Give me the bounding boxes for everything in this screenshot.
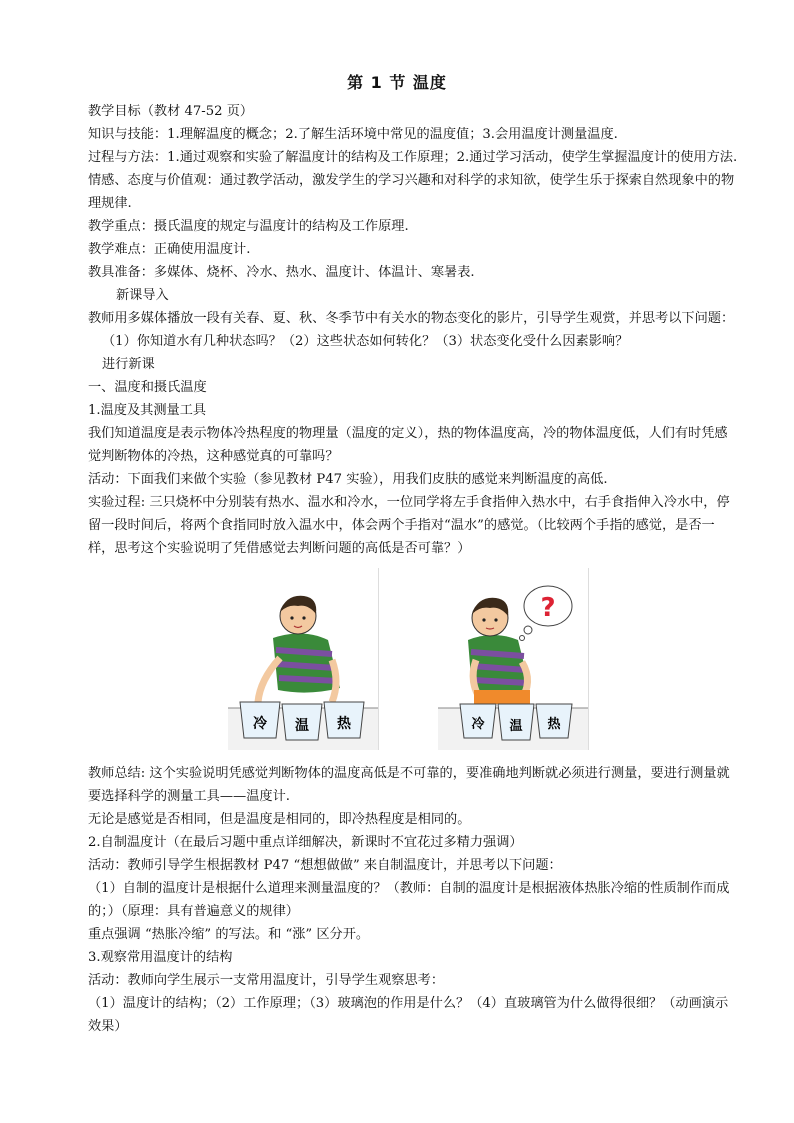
document-body bbox=[88, 100, 738, 1038]
thought-bubble bbox=[520, 586, 573, 641]
paragraph-emotion: 情感、态度与价值观：通过教学活动，激发学生的学习兴趣和对科学的求知欲，使学生乐于探索自然现象中的物理规律. bbox=[88, 173, 735, 211]
boy-thinking-illustration bbox=[438, 568, 588, 750]
subsection-heading-homemade: 2.自制温度计（在最后习题中重点详细解决，新课时不宜花过多精力强调） bbox=[88, 835, 523, 850]
question-mark-icon: ? bbox=[540, 593, 556, 623]
section-heading-intro: 新课导入 bbox=[116, 288, 169, 303]
paragraph-key-point: 教学重点：摄氏温度的规定与温度计的结构及工作原理. bbox=[88, 219, 409, 234]
beaker-label-warm: 温 bbox=[295, 718, 309, 734]
paragraph-activity-structure: 活动：教师向学生展示一支常用温度计，引导学生观察思考： bbox=[88, 973, 445, 988]
beaker-hot-2 bbox=[536, 704, 572, 738]
beaker-warm-2 bbox=[498, 704, 534, 740]
beaker-warm bbox=[282, 704, 322, 740]
paragraph-teacher-summary: 教师总结: 这个实验说明凭感觉判断物体的温度高低是不可靠的，要准确地判断就必须进行测量，要进行测量就要选择科学的测量工具——温度计. bbox=[88, 766, 730, 804]
illustration-boy-thinking bbox=[438, 568, 589, 750]
paragraph-experiment: 实验过程: 三只烧杯中分别装有热水、温水和冷水，一位同学将左手食指伸入热水中，右手食指伸入冷水中，停留一段时间后，将两个食指同时放入温水中，体会两个手指对“温水”的感觉。（比较两个手指的感觉，是否一样，思考这个实验说明了凭借感觉去判断问题的高低是否可靠？） bbox=[88, 495, 730, 556]
paragraph-structure-questions: （1）温度计的结构；（2）工作原理；（3）玻璃泡的作用是什么？（4）直玻璃管为什么做得很细？（动画演示效果） bbox=[88, 996, 729, 1034]
beaker-label-hot: 热 bbox=[337, 716, 351, 732]
section-heading-temperature: 一、温度和摄氏温度 bbox=[88, 380, 207, 395]
paragraph-homemade-question: （1）自制的温度计是根据什么道理来测量温度的？（教师：自制的温度计是根据液体热胀冷缩的性质制作而成的；）（原理：具有普遍意义的规律） bbox=[88, 881, 730, 919]
beaker-label-warm-2: 温 bbox=[509, 719, 523, 734]
beaker-cold bbox=[240, 702, 280, 738]
beaker-label-cold: 冷 bbox=[253, 716, 267, 732]
boy-figure-1 bbox=[258, 596, 340, 702]
subsection-heading-measure: 1.温度及其测量工具 bbox=[88, 403, 207, 418]
illustration-row bbox=[88, 568, 738, 758]
page-title: 第 1 节 温度 bbox=[347, 73, 447, 92]
paragraph-difficulty: 教学难点：正确使用温度计. bbox=[88, 242, 251, 257]
subsection-heading-structure: 3.观察常用温度计的结构 bbox=[88, 950, 233, 965]
paragraph-questions: （1）你知道水有几种状态吗？（2）这些状态如何转化？（3）状态变化受什么因素影响？ bbox=[102, 334, 629, 349]
illustration-boy-fingers-in-cups bbox=[228, 568, 379, 750]
beaker-label-cold-2: 冷 bbox=[471, 717, 485, 732]
section-heading-new-lesson: 进行新课 bbox=[102, 357, 155, 372]
paragraph-process: 过程与方法：1.通过观察和实验了解温度计的结构及工作原理；2.通过学习活动，使学生掌握温度计的使用方法. bbox=[88, 150, 738, 165]
boy-cups-illustration bbox=[228, 568, 378, 750]
paragraph-objectives: 教学目标（教材 47-52 页） bbox=[88, 104, 254, 119]
paragraph-definition: 我们知道温度是表示物体冷热程度的物理量（温度的定义），热的物体温度高，冷的物体温度低，人们有时凭感觉判断物体的冷热，这种感觉真的可靠吗？ bbox=[88, 426, 728, 464]
paragraph-note: 无论是感觉是否相同，但是温度是相同的，即冷热程度是相同的。 bbox=[88, 812, 471, 827]
paragraph-activity: 活动：下面我们来做个实验（参见教材 P47 实验），用我们皮肤的感觉来判断温度的高低. bbox=[88, 472, 608, 487]
beaker-hot bbox=[324, 702, 364, 738]
paragraph-intro: 教师用多媒体播放一段有关春、夏、秋、冬季节中有关水的物态变化的影片，引导学生观赏，并思考以下问题： bbox=[88, 311, 735, 326]
paragraph-emphasis: 重点强调 “热胀冷缩” 的写法。和 “涨” 区分开。 bbox=[88, 927, 370, 942]
paragraph-equipment: 教具准备：多媒体、烧杯、冷水、热水、温度计、体温计、寒暑表. bbox=[88, 265, 475, 280]
paragraph-knowledge: 知识与技能：1.理解温度的概念；2.了解生活环境中常见的温度值；3.会用温度计测量温度. bbox=[88, 127, 618, 142]
paragraph-activity-homemade: 活动：教师引导学生根据教材 P47 “想想做做” 来自制温度计，并思考以下问题： bbox=[88, 858, 562, 873]
boy-figure-2 bbox=[468, 598, 530, 704]
beaker-label-hot-2: 热 bbox=[547, 717, 561, 732]
beaker-cold-2 bbox=[460, 704, 496, 738]
